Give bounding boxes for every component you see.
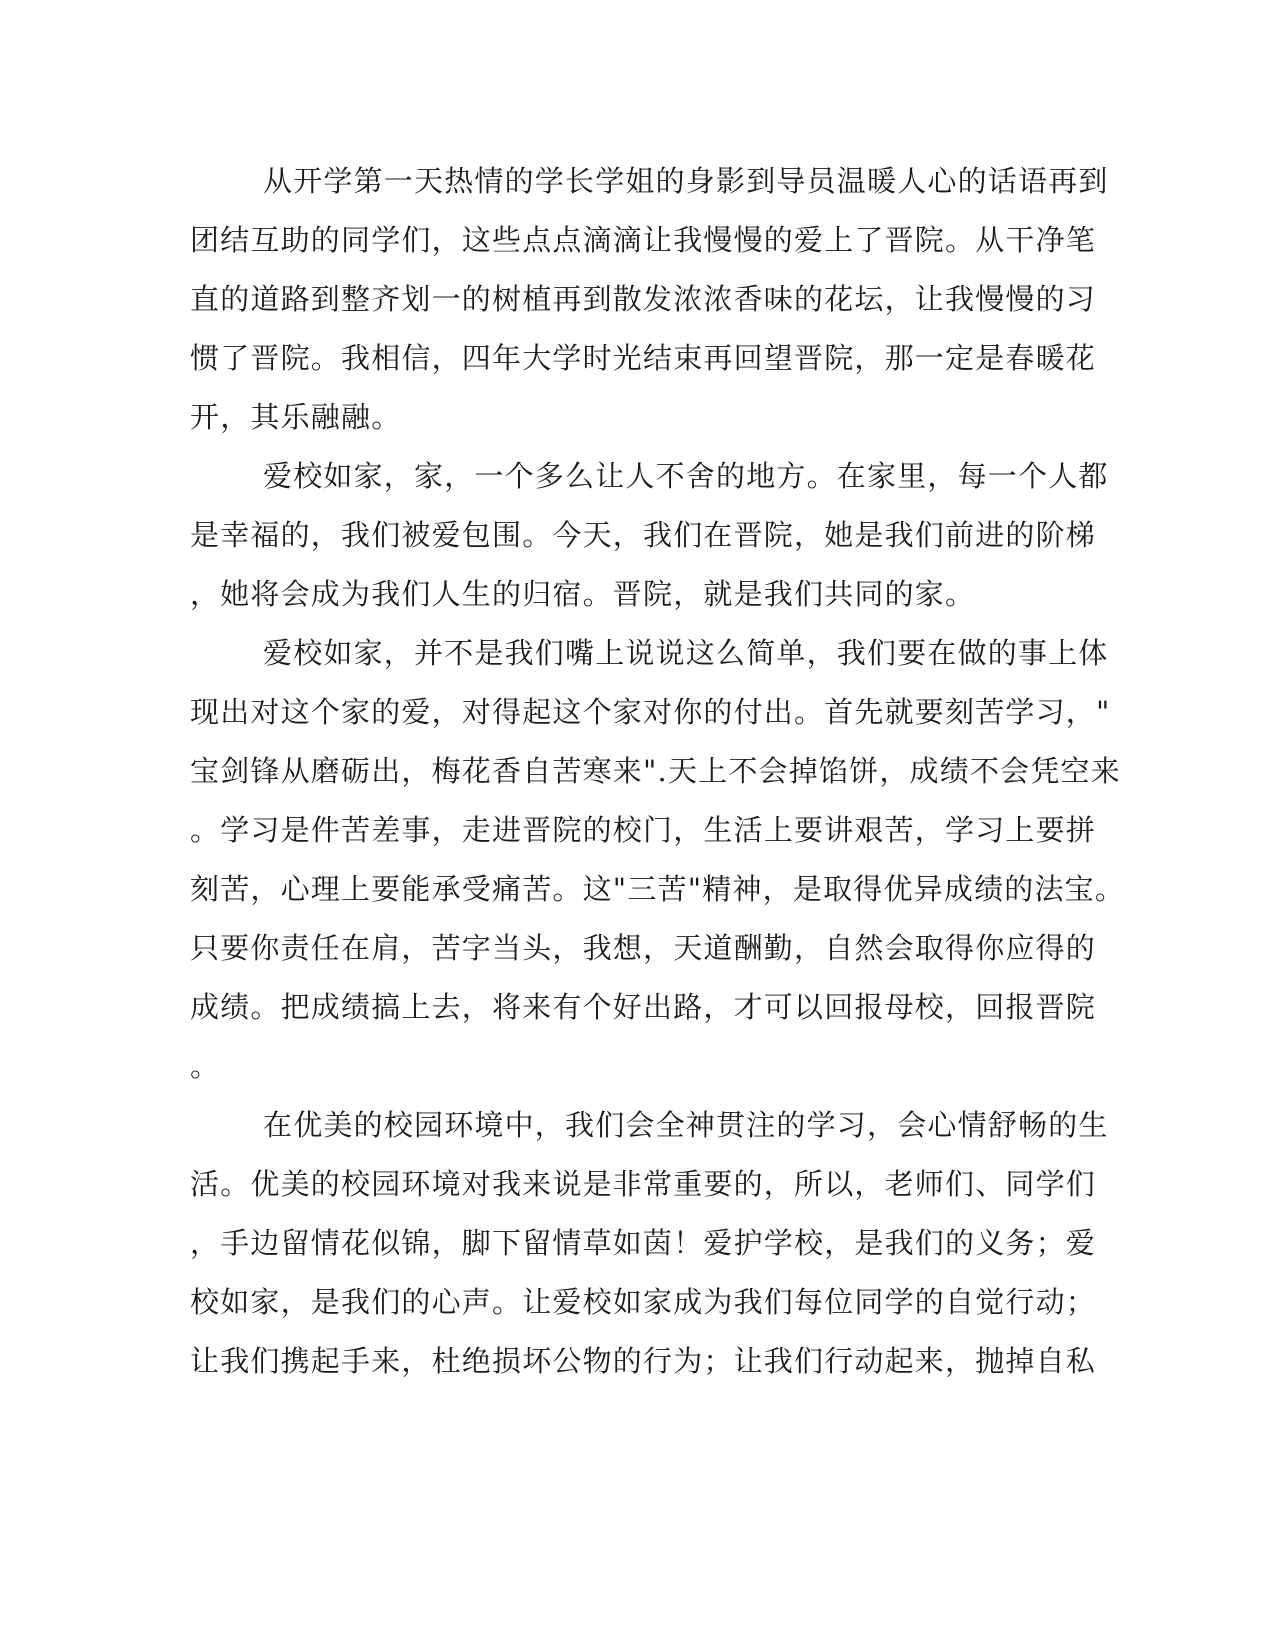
text-line: 现出对这个家的爱，对得起这个家对你的付出。首先就要刻苦学习，": [190, 695, 1111, 729]
text-line: 。学习是件苦差事，走进晋院的校门，生活上要讲艰苦，学习上要拼: [190, 813, 1097, 847]
text-line: 是幸福的，我们被爱包围。今天，我们在晋院，她是我们前进的阶梯: [190, 518, 1097, 552]
text-line: 惯了晋院。我相信，四年大学时光结束再回望晋院，那一定是春暖花: [190, 341, 1097, 375]
text-line: 宝剑锋从磨砺出，梅花香自苦寒来".天上不会掉馅饼，成绩不会凭空来: [190, 754, 1121, 788]
text-line: 开，其乐融融。: [190, 400, 402, 434]
text-line: 活。优美的校园环境对我来说是非常重要的，所以，老师们、同学们: [190, 1167, 1097, 1201]
text-line: 爱校如家，并不是我们嘴上说说这么简单，我们要在做的事上体: [263, 636, 1109, 670]
text-line: 让我们携起手来，杜绝损坏公物的行为；让我们行动起来，抛掉自私: [190, 1344, 1097, 1378]
text-line: 成绩。把成绩搞上去，将来有个好出路，才可以回报母校，回报晋院: [190, 990, 1097, 1024]
text-line: 只要你责任在肩，苦字当头，我想，天道酬勤，自然会取得你应得的: [190, 931, 1097, 965]
text-line: 校如家，是我们的心声。让爱校如家成为我们每位同学的自觉行动；: [190, 1285, 1097, 1319]
text-line: 团结互助的同学们，这些点点滴滴让我慢慢的爱上了晋院。从干净笔: [190, 223, 1097, 257]
text-line: ，她将会成为我们人生的归宿。晋院，就是我们共同的家。: [190, 577, 976, 611]
text-line: 刻苦，心理上要能承受痛苦。这"三苦"精神，是取得优异成绩的法宝。: [190, 872, 1126, 906]
text-line: 在优美的校园环境中，我们会全神贯注的学习，会心情舒畅的生: [263, 1108, 1109, 1142]
text-line: 爱校如家，家，一个多么让人不舍的地方。在家里，每一个人都: [263, 459, 1109, 493]
text-line: ，手边留情花似锦，脚下留情草如茵！爱护学校，是我们的义务；爱: [190, 1226, 1097, 1260]
text-line: 从开学第一天热情的学长学姐的身影到导员温暖人心的话语再到: [263, 164, 1109, 198]
text-line: 直的道路到整齐划一的树植再到散发浓浓香味的花坛，让我慢慢的习: [190, 282, 1097, 316]
text-line: 。: [190, 1049, 221, 1083]
